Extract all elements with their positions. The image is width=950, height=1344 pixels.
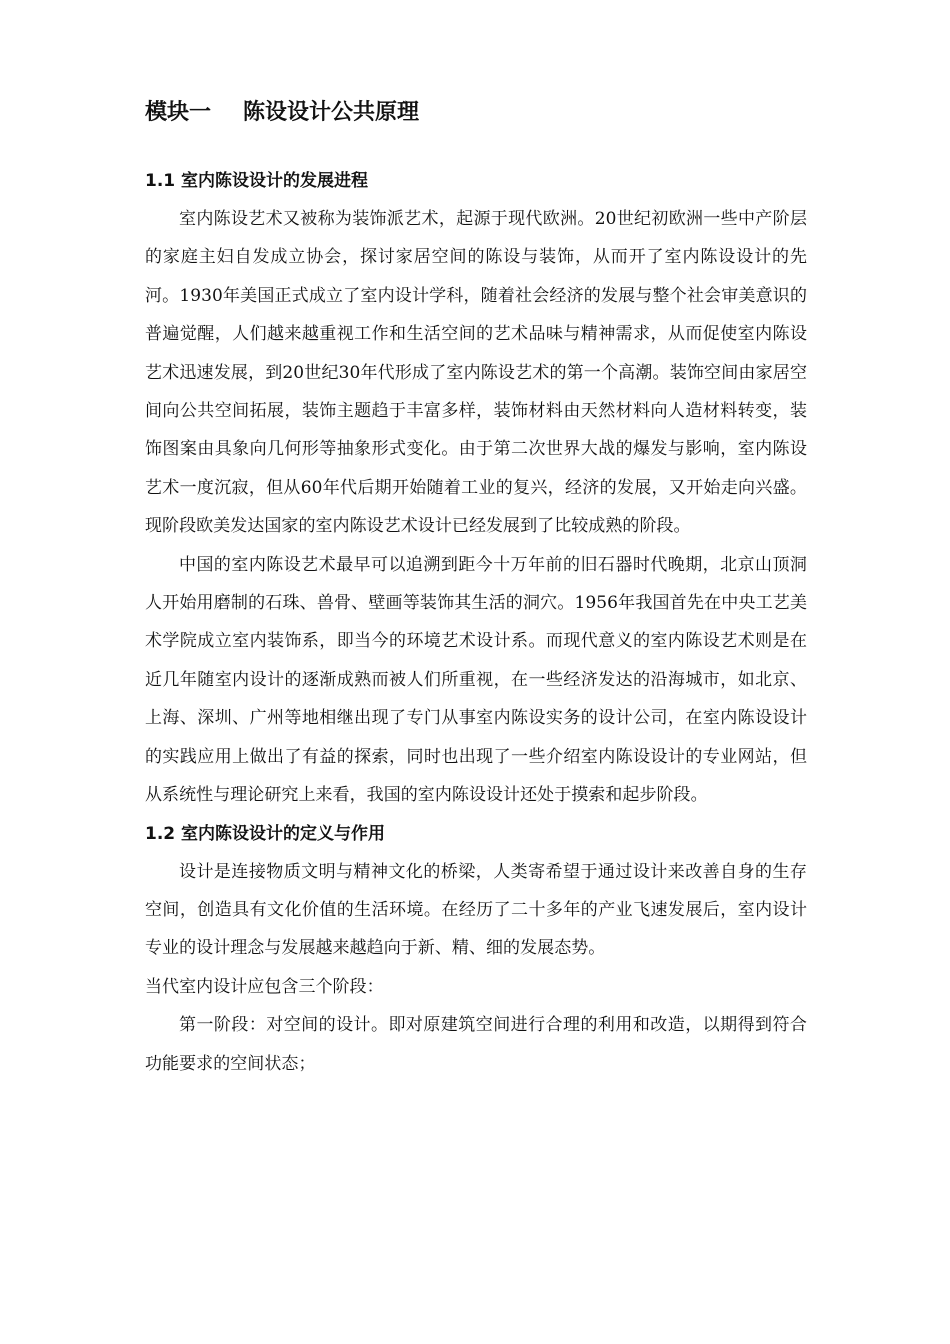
paragraph-history-china: 中国的室内陈设艺术最早可以追溯到距今十万年前的旧石器时代晚期，北京山顶洞人开始用磨制的石珠、兽骨、壁画等装饰其生活的洞穴。1956年我国首先在中央工艺美术学院成立室内装饰系，即当今的环境艺术设计系。而现代意义的室内陈设艺术则是在近几年随室内设计的逐渐成熟而被人们所重视，在一些经济发达的沿海城市，如北京、上海、深圳、广州等地相继出现了专门从事室内陈设实务的设计公司，在室内陈设设计的实践应用上做出了有益的探索，同时也出现了一些介绍室内陈设设计的专业网站，但从系统性与理论研究上来看，我国的室内陈设设计还处于摸索和起步阶段。 xyxy=(145,554,807,806)
section-heading-1-2: 1.2 室内陈设设计的定义与作用 xyxy=(145,823,386,844)
module-title xyxy=(145,94,807,132)
section-heading-1-1: 1.1 室内陈设设计的发展进程 xyxy=(145,171,369,191)
paragraph-three-stages: 当代室内设计应包含三个阶段： xyxy=(145,976,384,997)
paragraph-stage-one: 第一阶段：对空间的设计。即对原建筑空间进行合理的利用和改造，以期得到符合功能要求的空间状态； xyxy=(145,1015,807,1074)
document-content xyxy=(145,94,807,1083)
paragraph-history-europe: 室内陈设艺术又被称为装饰派艺术，起源于现代欧洲。20世纪初欧洲一些中产阶层的家庭主妇自发成立协会，探讨家居空间的陈设与装饰，从而开了室内陈设设计的先河。1930年美国正式成立了室内设计学科，随着社会经济的发展与整个社会审美意识的普遍觉醒，人们越来越重视工作和生活空间的艺术品味与精神需求，从而促使室内陈设艺术迅速发展，到20世纪30年代形成了室内陈设艺术的第一个高潮。装饰空间由家居空间向公共空间拓展，装饰主题趋于丰富多样，装饰材料由天然材料向人造材料转变，装饰图案由具象向几何形等抽象形式变化。由于第二次世界大战的爆发与影响，室内陈设艺术一度沉寂，但从60年代后期开始随着工业的复兴，经济的发展，又开始走向兴盛。现阶段欧美发达国家的室内陈设艺术设计已经发展到了比较成熟的阶段。 xyxy=(145,209,807,537)
module-label: 模块一 xyxy=(145,100,212,125)
paragraph-definition: 设计是连接物质文明与精神文化的桥梁，人类寄希望于通过设计来改善自身的生存空间，创造具有文化价值的生活环境。在经历了二十多年的产业飞速发展后，室内设计专业的设计理念与发展越来越趋向于新、精、细的发展态势。 xyxy=(145,861,807,959)
module-title-text: 陈设设计公共原理 xyxy=(243,100,420,125)
